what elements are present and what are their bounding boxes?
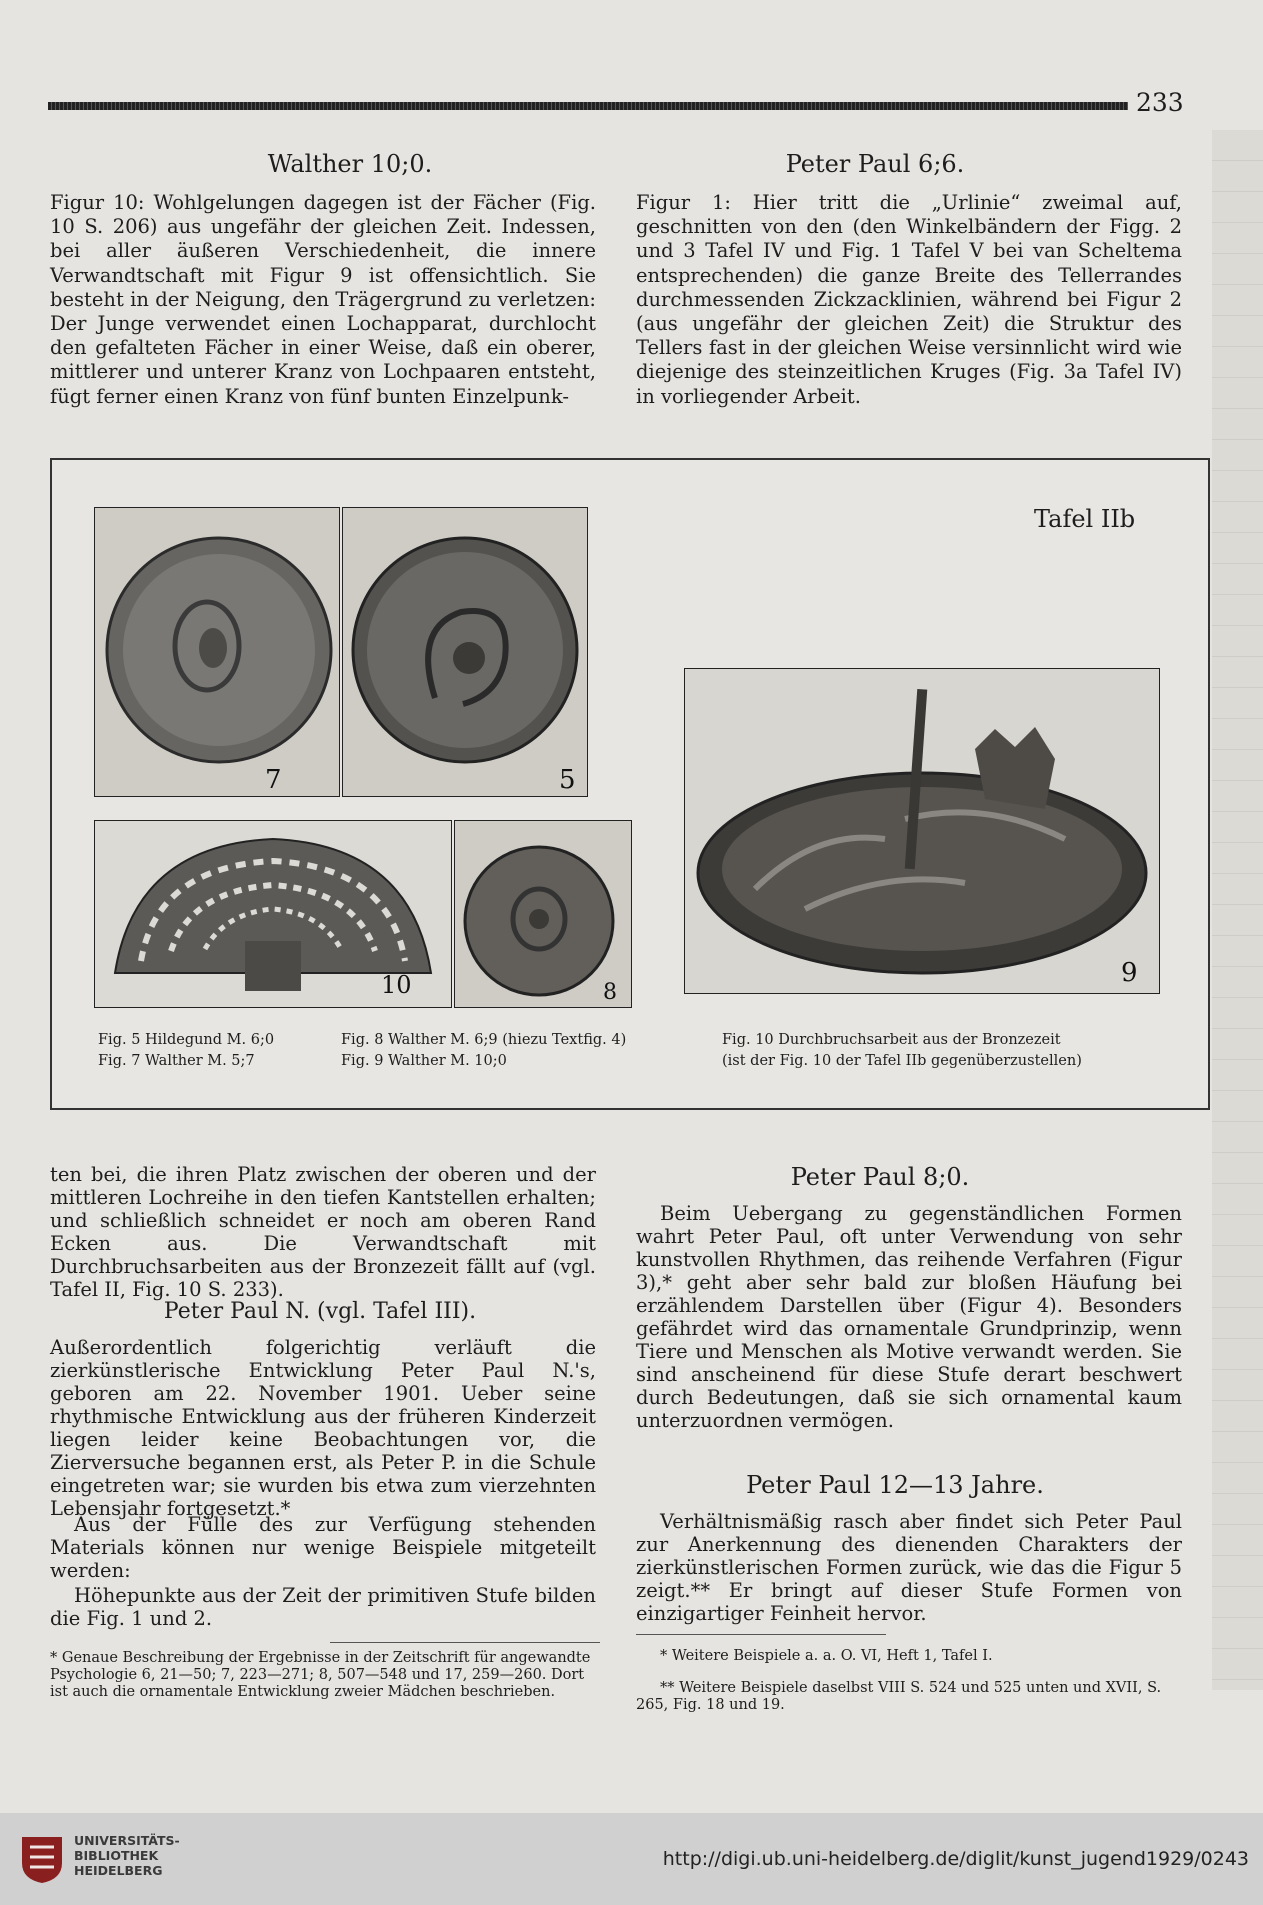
library-footer: [0, 1813, 1263, 1905]
left-bottom-paragraph-3: Aus der Fülle des zur Verfügung stehenden Materials können nur wenige Beispiele mitgeteilt werden:: [50, 1513, 596, 1582]
left-footnote: * Genaue Beschreibung der Ergebnisse in der Zeitschrift für angewandte Psychologie 6, 21—50; 7, 223—271; 8, 507—548 und 17, 259—260. Dort ist auch die ornamentale Entwicklung zweier Mädchen beschrieben.: [50, 1650, 591, 1700]
left-bottom-heading: Peter Paul N. (vgl. Tafel III).: [163, 1299, 477, 1324]
footnote-rule-left: [330, 1642, 600, 1643]
page-number: 233: [1136, 88, 1184, 117]
right-bottom-heading-2: Peter Paul 12—13 Jahre.: [746, 1471, 1044, 1499]
disc-plate-icon: [95, 508, 339, 796]
photo-fig-10: [94, 820, 452, 1008]
caption-fig-5: Fig. 5 Hildegund M. 6;0: [98, 1032, 275, 1048]
disc-plate-icon: [343, 508, 587, 796]
svg-text:8: 8: [603, 980, 617, 1005]
left-heading: Walther 10;0.: [267, 150, 433, 178]
institution-line-2: BIBLIOTHEK: [74, 1848, 159, 1863]
source-url[interactable]: http://digi.ub.uni-heidelberg.de/diglit/kunst_jugend1929/0243: [662, 1848, 1249, 1870]
svg-text:7: 7: [265, 765, 282, 795]
model-landscape-plate-icon: [685, 669, 1159, 993]
svg-text:10: 10: [381, 971, 412, 999]
svg-text:5: 5: [559, 765, 576, 795]
left-bottom-paragraph-2: Außerordentlich folgerichtig verläuft die zierkünstlerische Entwicklung Peter Paul N.'s, geboren am 22. November 1901. Ueber seine rhythmische Entwicklung aus der früheren Kinderzeit liegen leider keine Beobachtungen vor, die Zierversuche begannen erst, als Peter P. in die Schule eingetreten war; sie wurden bis etwa zum vierzehnten Lebensjahr fortgesetzt.*: [50, 1336, 596, 1520]
disc-plate-icon: [455, 821, 631, 1007]
header-rule: [48, 102, 1128, 110]
right-bottom-paragraph-2: Verhältnismäßig rasch aber findet sich Peter Paul zur Anerkennung des dienenden Charakters der zierkünstlerischen Formen zurück, wie das die Figur 5 zeigt.** Er bringt auf dieser Stufe Formen von einzigartiger Feinheit hervor.: [636, 1510, 1182, 1625]
left-bottom-paragraph-4: Höhepunkte aus der Zeit der primitiven Stufe bilden die Fig. 1 und 2.: [50, 1584, 596, 1630]
svg-text:9: 9: [1121, 958, 1138, 988]
right-bottom-paragraph-1: Beim Uebergang zu gegenständlichen Formen wahrt Peter Paul, oft unter Verwendung von sehr kunstvollen Rhythmen, das reihende Verfahren (Figur 3),* geht aber sehr bald zur bloßen Häufung bei erzählendem Darstellen über (Figur 4). Besonders gefährdet wird das ornamentale Grundprinzip, wenn Tiere und Menschen als Motive verwandt werden. Sie sind anscheinend für diese Stufe derart beschwert durch Bedeutungen, daß sie sich ornamental kaum unterzuordnen vermögen.: [636, 1202, 1182, 1432]
left-top-paragraph: Figur 10: Wohlgelungen dagegen ist der Fächer (Fig. 10 S. 206) aus ungefähr der gleichen Zeit. Indessen, bei aller äußeren Verschiedenheit, die innere Verwandtschaft mit Figur 9 ist offensichtlich. Sie besteht in der Neigung, den Trägergrund zu verletzen: Der Junge verwendet einen Lochapparat, durchlocht den gefalteten Fächer in einer Weise, daß ein oberer, mittlerer und unterer Kranz von Lochpaaren entsteht, fügt ferner einen Kranz von fünf bunten Einzelpunk-: [50, 191, 596, 408]
institution-name: [74, 1833, 180, 1878]
openwork-fan-icon: [95, 821, 451, 1007]
right-footnote-2: ** Weitere Beispiele daselbst VIII S. 524 und 525 unten und XVII, S. 265, Fig. 18 und 19.: [636, 1680, 1162, 1713]
university-seal-icon: [18, 1833, 66, 1885]
photo-fig-7: [94, 507, 340, 797]
right-bottom-heading-1: Peter Paul 8;0.: [790, 1163, 970, 1191]
caption-fig-7: Fig. 7 Walther M. 5;7: [98, 1053, 255, 1069]
caption-fig-8: Fig. 8 Walther M. 6;9 (hiezu Textfig. 4): [341, 1032, 627, 1048]
caption-fig-10-note: (ist der Fig. 10 der Tafel IIb gegenüberzustellen): [722, 1053, 1082, 1069]
institution-line-1: UNIVERSITÄTS-: [74, 1833, 180, 1848]
right-footnote-1: * Weitere Beispiele a. a. O. VI, Heft 1, Tafel I.: [660, 1648, 993, 1664]
photo-fig-9: [684, 668, 1160, 994]
caption-fig-9: Fig. 9 Walther M. 10;0: [341, 1053, 507, 1069]
footnote-rule-right: [636, 1634, 886, 1635]
left-bottom-paragraph-1: ten bei, die ihren Platz zwischen der oberen und der mittleren Lochreihe in den tiefen Kantstellen erhalten; und schließlich schneidet er noch am oberen Rand Ecken aus. Die Verwandtschaft mit Durchbruchsarbeiten aus der Bronzezeit fällt auf (vgl. Tafel II, Fig. 10 S. 233).: [50, 1163, 596, 1301]
photo-fig-8: [454, 820, 632, 1008]
plate-title: Tafel IIb: [1034, 505, 1136, 533]
photo-fig-5: [342, 507, 588, 797]
scan-edge-shadow: [1212, 130, 1263, 1690]
caption-fig-10: Fig. 10 Durchbruchsarbeit aus der Bronzezeit: [722, 1032, 1061, 1048]
right-top-paragraph: Figur 1: Hier tritt die „Urlinie“ zweimal auf, geschnitten von den (den Winkelbändern der Figg. 2 und 3 Tafel IV und Fig. 1 Tafel V bei van Scheltema entsprechenden) die ganze Breite des Tellerrandes durchmessenden Zickzacklinien, während bei Figur 2 (aus ungefähr der gleichen Zeit) die Struktur des Tellers fast in der gleichen Weise versinnlicht wird wie diejenige des steinzeitlichen Kruges (Fig. 3a Tafel IV) in vorliegender Arbeit.: [636, 191, 1182, 408]
institution-line-3: HEIDELBERG: [74, 1863, 163, 1878]
right-heading: Peter Paul 6;6.: [785, 150, 965, 178]
